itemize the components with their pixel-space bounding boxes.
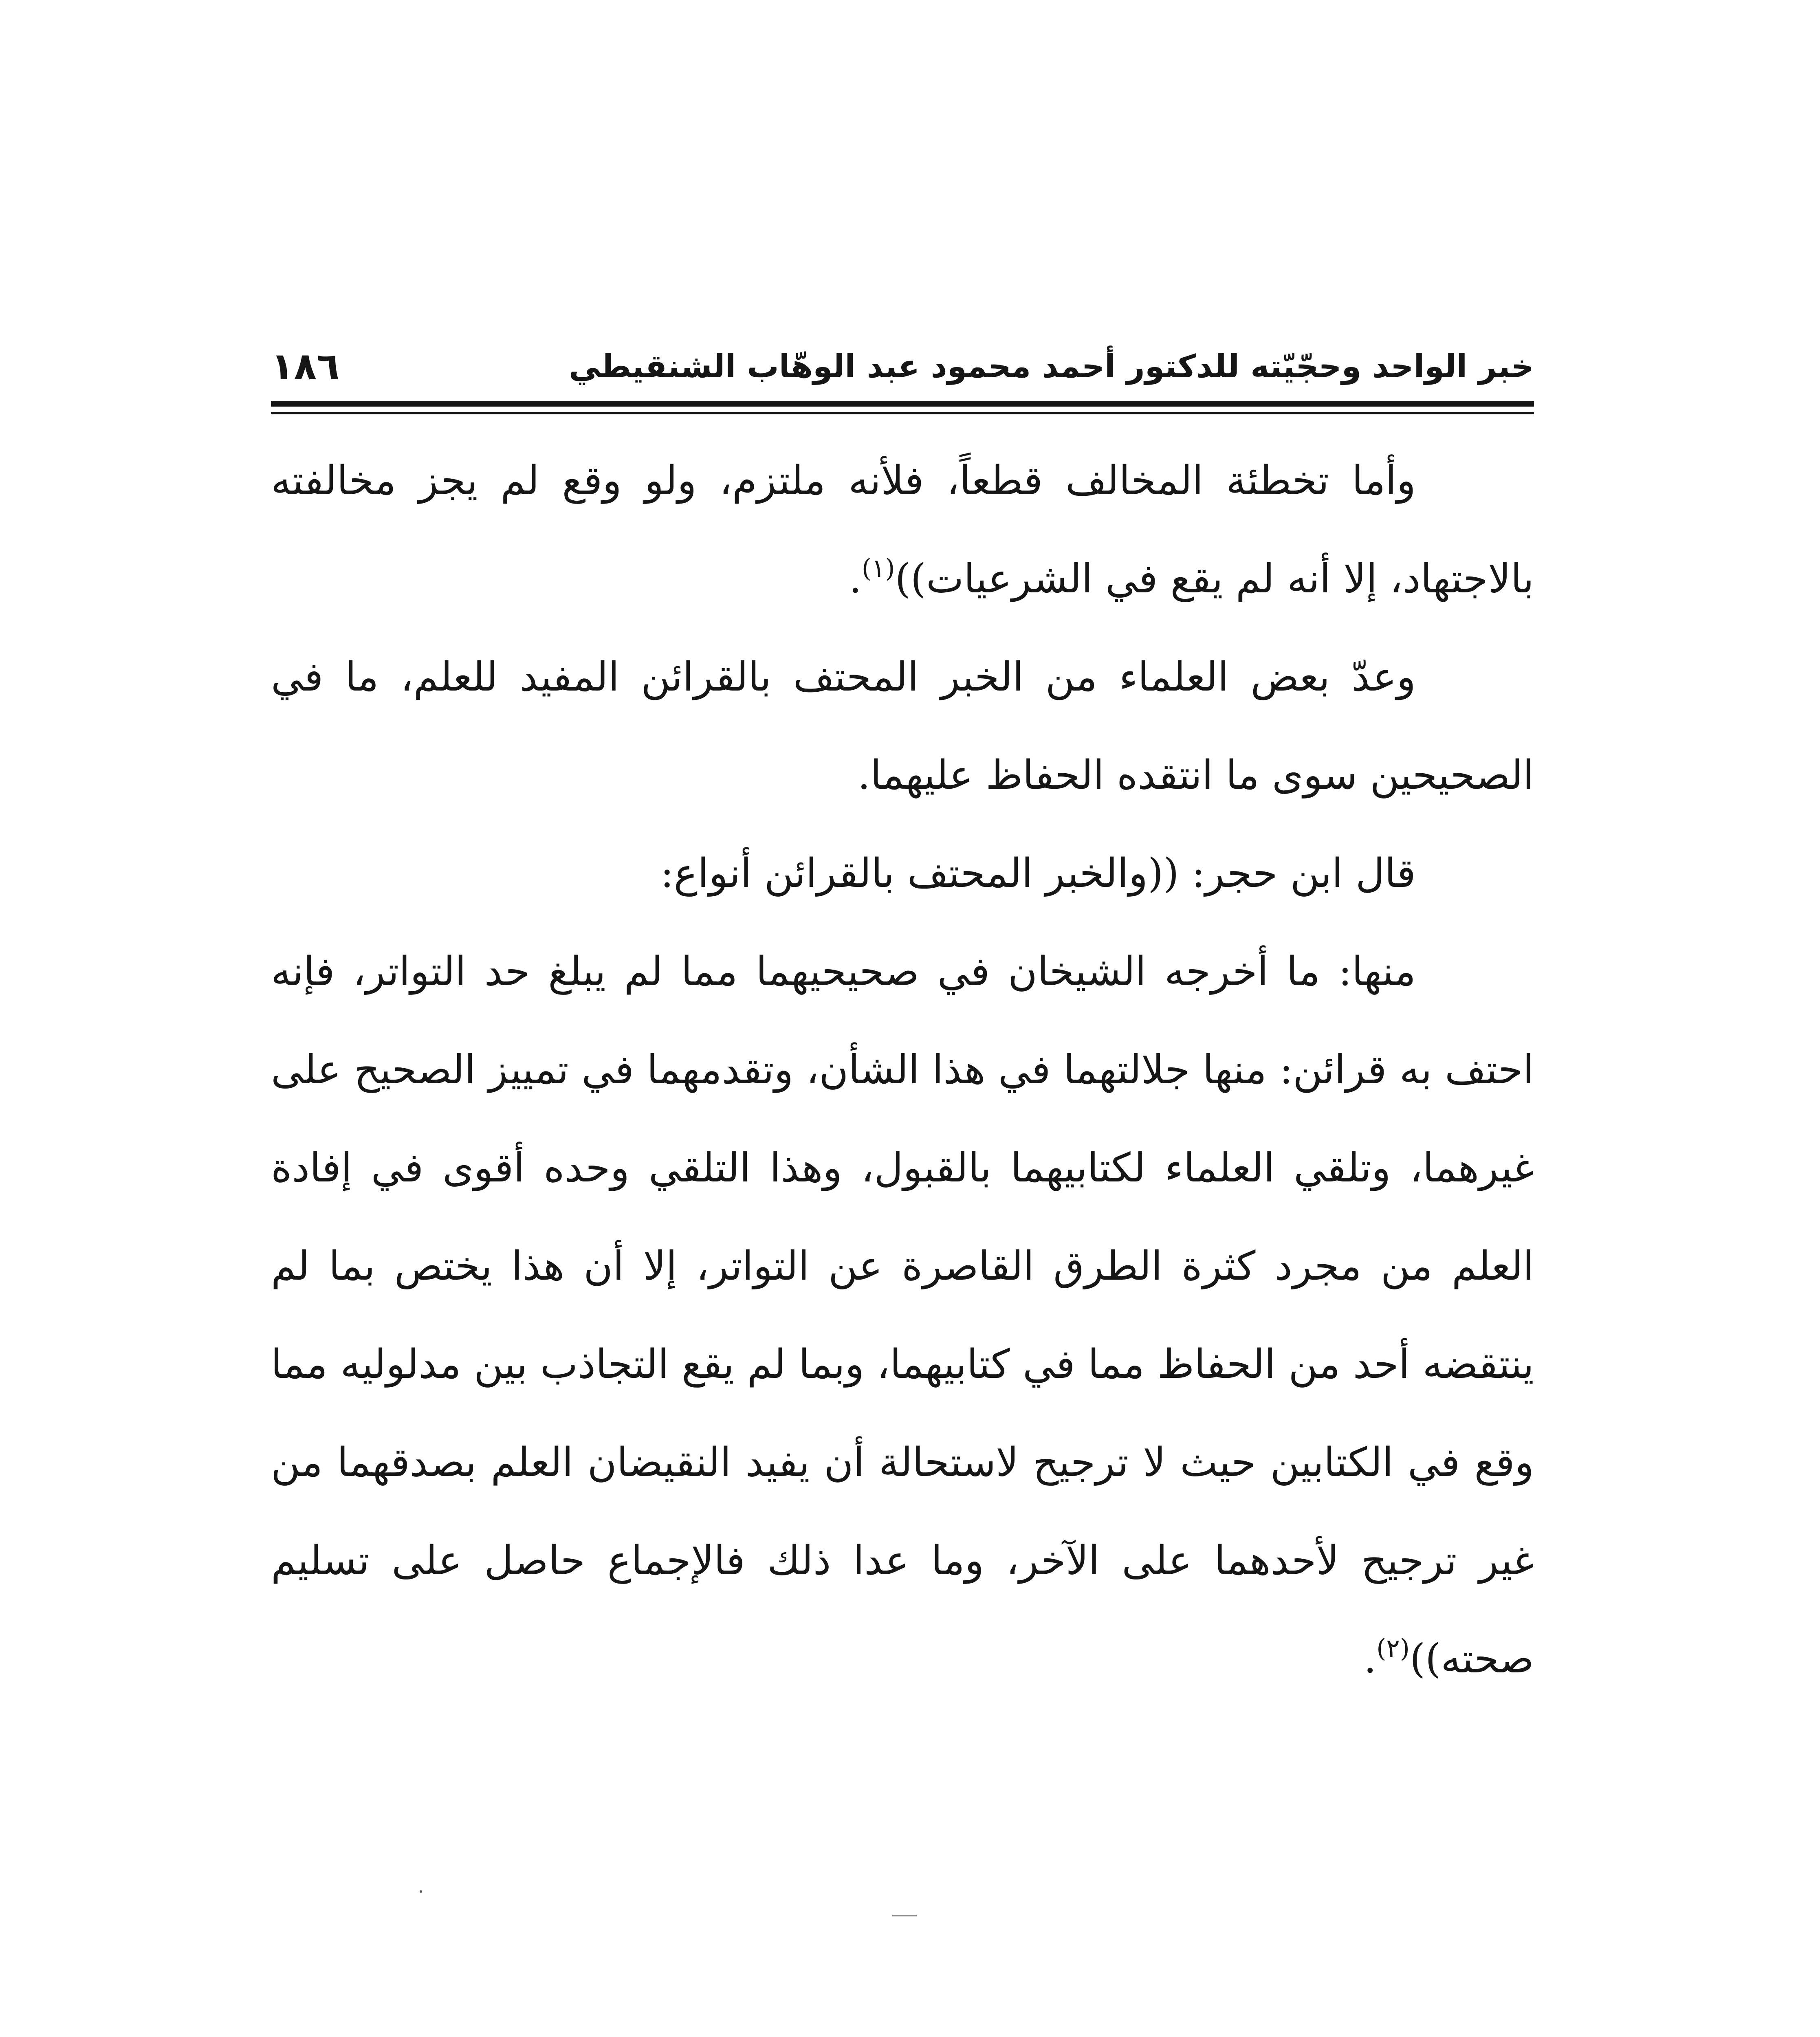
header-rule-thin — [271, 412, 1534, 414]
footnote-ref-2: (٢) — [1376, 1633, 1410, 1663]
paragraph-4-text: منها: ما أخرجه الشيخان في صحيحيهما مما لم يبلغ حد التواتر، فإنه احتف به قرائن: منها جلالتهما في هذا الشأن، وتقدمهما في تمييز الصحيح على غيرهما، وتلقي العلماء لكتابيهما بالقبول، وهذا التلقي وحده أقوى في إفادة العلم من مجرد كثرة الطرق القاصرة عن التواتر، إلا أن هذا يختص بما لم ينتقضه أحد من الحفاظ مما في كتابيهما، وبما لم يقع التجاذب بين مدلوليه مما وقع في الكتابين حيث لا ترجيح لاستحالة أن يفيد النقيضان العلم بصدقهما من غير ترجيح لأحدهما على الآخر، وما عدا ذلك فالإجماع حاصل على تسليم صحته)) — [271, 948, 1534, 1682]
page-number: ١٨٦ — [271, 345, 340, 388]
paragraph-4 — [271, 923, 1534, 1708]
scan-speck — [420, 1890, 422, 1893]
header-rule-thick — [271, 401, 1534, 407]
scan-mark — [892, 1915, 917, 1916]
paragraph-1 — [271, 432, 1534, 628]
main-text — [271, 432, 1534, 1708]
paragraph-2: وعدّ بعض العلماء من الخبر المحتف بالقرائن المفيد للعلم، ما في الصحيحين سوى ما انتقده الحفاظ عليهما. — [271, 654, 1534, 799]
paragraph-3: قال ابن حجر: ((والخبر المحتف بالقرائن أنواع: — [660, 850, 1416, 897]
paragraph-4-end: . — [1364, 1636, 1377, 1682]
running-header — [271, 338, 1534, 395]
paragraph-1-text: وأما تخطئة المخالف قطعاً، فلأنه ملتزم، ولو وقع لم يجز مخالفته بالاجتهاد، إلا أنه لم يقع في الشرعيات)) — [271, 458, 1534, 602]
footnote-ref-1: (١) — [861, 553, 895, 583]
running-title: خبر الواحد وحجّيّته للدكتور أحمد محمود عبد الوهّاب الشنقيطي — [569, 348, 1534, 385]
paragraph-1-end: . — [849, 556, 862, 602]
